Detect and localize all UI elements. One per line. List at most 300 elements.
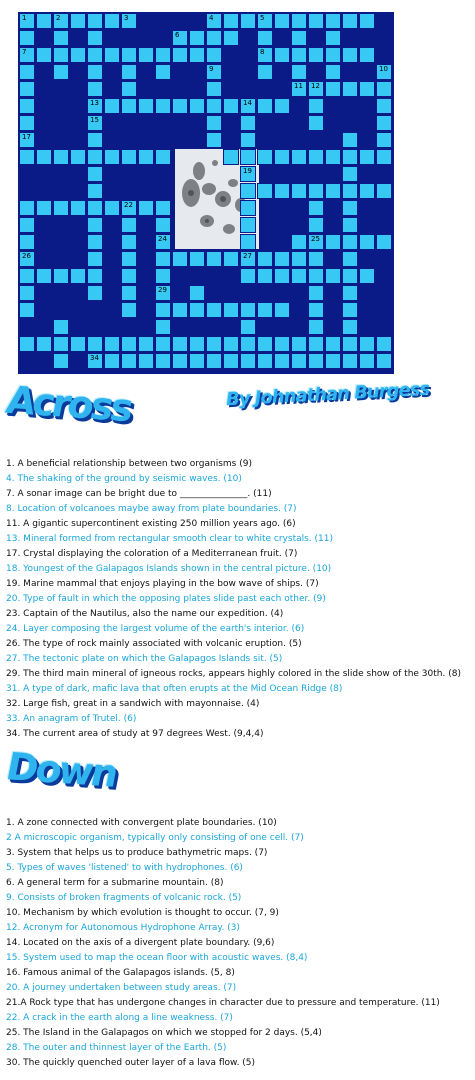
grid-cell[interactable] bbox=[376, 132, 392, 148]
grid-cell[interactable] bbox=[138, 336, 154, 352]
grid-cell[interactable] bbox=[19, 81, 35, 97]
grid-cell[interactable] bbox=[19, 302, 35, 318]
grid-cell[interactable] bbox=[87, 285, 103, 301]
grid-cell[interactable] bbox=[376, 64, 392, 80]
grid-cell[interactable] bbox=[19, 64, 35, 80]
grid-cell[interactable] bbox=[257, 336, 273, 352]
down-clue: 12. Acronym for Autonomous Hydrophone Array. (3) bbox=[6, 923, 240, 933]
grid-cell[interactable] bbox=[240, 268, 256, 284]
grid-cell[interactable] bbox=[274, 98, 290, 114]
grid-cell[interactable] bbox=[308, 183, 324, 199]
grid-cell[interactable] bbox=[223, 251, 239, 267]
grid-cell[interactable] bbox=[155, 319, 171, 335]
down-heading: Down bbox=[7, 744, 115, 796]
grid-cell[interactable] bbox=[172, 47, 188, 63]
grid-cell[interactable] bbox=[155, 268, 171, 284]
grid-cell[interactable] bbox=[206, 30, 222, 46]
grid-cell[interactable] bbox=[36, 200, 52, 216]
grid-cell[interactable] bbox=[342, 149, 358, 165]
across-clue: 7. A sonar image can be bright due to _______________. (11) bbox=[6, 489, 272, 499]
grid-cell[interactable] bbox=[36, 13, 52, 29]
grid-cell[interactable] bbox=[274, 47, 290, 63]
grid-cell[interactable] bbox=[342, 183, 358, 199]
grid-cell[interactable] bbox=[342, 132, 358, 148]
grid-cell[interactable] bbox=[104, 353, 120, 369]
grid-cell[interactable] bbox=[223, 30, 239, 46]
grid-cell[interactable] bbox=[104, 98, 120, 114]
grid-cell[interactable] bbox=[325, 183, 341, 199]
grid-cell[interactable] bbox=[308, 268, 324, 284]
grid-cell[interactable] bbox=[257, 47, 273, 63]
grid-cell[interactable] bbox=[121, 353, 137, 369]
grid-cell[interactable] bbox=[121, 98, 137, 114]
grid-cell[interactable] bbox=[155, 234, 171, 250]
grid-cell[interactable] bbox=[257, 251, 273, 267]
grid-cell[interactable] bbox=[291, 234, 307, 250]
down-clue-list bbox=[6, 816, 440, 1071]
grid-cell[interactable] bbox=[376, 183, 392, 199]
down-clue: 16. Famous animal of the Galapagos islands. (5, 8) bbox=[6, 968, 235, 978]
across-clue: 8. Location of volcanoes maybe away from plate boundaries. (7) bbox=[6, 504, 297, 514]
grid-cell[interactable] bbox=[87, 81, 103, 97]
grid-cell[interactable] bbox=[359, 353, 375, 369]
grid-cell[interactable] bbox=[19, 251, 35, 267]
across-clue: 4. The shaking of the ground by seismic waves. (10) bbox=[6, 474, 242, 484]
grid-cell[interactable] bbox=[53, 336, 69, 352]
grid-cell[interactable] bbox=[70, 336, 86, 352]
grid-cell[interactable] bbox=[274, 353, 290, 369]
grid-cell[interactable] bbox=[70, 200, 86, 216]
grid-cell[interactable] bbox=[308, 302, 324, 318]
grid-cell[interactable] bbox=[206, 64, 222, 80]
grid-cell[interactable] bbox=[189, 353, 205, 369]
grid-cell[interactable] bbox=[189, 47, 205, 63]
grid-cell[interactable] bbox=[19, 13, 35, 29]
grid-cell[interactable] bbox=[36, 336, 52, 352]
grid-cell[interactable] bbox=[36, 47, 52, 63]
grid-cell[interactable] bbox=[240, 98, 256, 114]
grid-cell[interactable] bbox=[325, 149, 341, 165]
grid-cell[interactable] bbox=[189, 285, 205, 301]
across-clue-list bbox=[6, 457, 461, 742]
grid-cell[interactable] bbox=[121, 268, 137, 284]
grid-cell[interactable] bbox=[53, 30, 69, 46]
grid-cell[interactable] bbox=[342, 319, 358, 335]
grid-cell[interactable] bbox=[87, 115, 103, 131]
grid-cell[interactable] bbox=[121, 217, 137, 233]
grid-cell[interactable] bbox=[121, 234, 137, 250]
down-clue: 10. Mechanism by which evolution is thought to occur. (7, 9) bbox=[6, 908, 279, 918]
grid-cell[interactable] bbox=[138, 98, 154, 114]
clue-number: 27 bbox=[243, 252, 252, 260]
grid-cell[interactable] bbox=[376, 115, 392, 131]
grid-cell[interactable] bbox=[87, 64, 103, 80]
clue-number: 15 bbox=[90, 116, 99, 124]
grid-cell[interactable] bbox=[342, 200, 358, 216]
across-clue: 33. An anagram of Trutel. (6) bbox=[6, 714, 137, 724]
grid-cell[interactable] bbox=[19, 132, 35, 148]
grid-cell[interactable] bbox=[206, 47, 222, 63]
grid-cell[interactable] bbox=[87, 98, 103, 114]
grid-cell[interactable] bbox=[342, 302, 358, 318]
grid-cell[interactable] bbox=[223, 302, 239, 318]
grid-cell[interactable] bbox=[376, 353, 392, 369]
grid-cell[interactable] bbox=[172, 98, 188, 114]
grid-cell[interactable] bbox=[223, 98, 239, 114]
grid-cell[interactable] bbox=[274, 268, 290, 284]
grid-cell[interactable] bbox=[325, 81, 341, 97]
clue-number: 10 bbox=[379, 65, 388, 73]
grid-cell[interactable] bbox=[240, 234, 256, 250]
grid-cell[interactable] bbox=[342, 336, 358, 352]
grid-cell[interactable] bbox=[206, 336, 222, 352]
grid-cell[interactable] bbox=[206, 13, 222, 29]
grid-cell[interactable] bbox=[138, 353, 154, 369]
grid-cell[interactable] bbox=[87, 353, 103, 369]
grid-cell[interactable] bbox=[172, 353, 188, 369]
grid-cell[interactable] bbox=[308, 336, 324, 352]
grid-cell[interactable] bbox=[342, 268, 358, 284]
grid-cell[interactable] bbox=[376, 149, 392, 165]
grid-cell[interactable] bbox=[325, 336, 341, 352]
across-clue: 32. Large fish, great in a sandwich with mayonnaise. (4) bbox=[6, 699, 260, 709]
grid-cell[interactable] bbox=[121, 64, 137, 80]
grid-cell[interactable] bbox=[87, 30, 103, 46]
grid-cell[interactable] bbox=[291, 353, 307, 369]
grid-cell[interactable] bbox=[291, 81, 307, 97]
grid-cell[interactable] bbox=[325, 234, 341, 250]
grid-cell[interactable] bbox=[342, 13, 358, 29]
grid-cell[interactable] bbox=[206, 81, 222, 97]
grid-cell[interactable] bbox=[121, 13, 137, 29]
grid-cell[interactable] bbox=[172, 336, 188, 352]
grid-cell[interactable] bbox=[206, 302, 222, 318]
grid-cell[interactable] bbox=[19, 234, 35, 250]
down-clue: 2 A microscopic organism, typically only consisting of one cell. (7) bbox=[6, 833, 304, 843]
grid-cell[interactable] bbox=[36, 149, 52, 165]
grid-cell[interactable] bbox=[342, 234, 358, 250]
clue-number: 29 bbox=[158, 286, 167, 294]
grid-cell[interactable] bbox=[189, 251, 205, 267]
grid-cell[interactable] bbox=[359, 268, 375, 284]
grid-cell[interactable] bbox=[223, 353, 239, 369]
down-clue: 9. Consists of broken fragments of volcanic rock. (5) bbox=[6, 893, 242, 903]
grid-cell[interactable] bbox=[274, 149, 290, 165]
grid-cell[interactable] bbox=[155, 251, 171, 267]
grid-cell[interactable] bbox=[342, 353, 358, 369]
down-clue: 21.A Rock type that has undergone changes in character due to pressure and temperature. (11) bbox=[6, 998, 440, 1008]
grid-cell[interactable] bbox=[274, 13, 290, 29]
clue-number: 12 bbox=[311, 82, 320, 90]
grid-cell[interactable] bbox=[121, 47, 137, 63]
grid-cell[interactable] bbox=[291, 13, 307, 29]
grid-cell[interactable] bbox=[87, 166, 103, 182]
grid-cell[interactable] bbox=[308, 251, 324, 267]
grid-cell[interactable] bbox=[19, 217, 35, 233]
grid-cell[interactable] bbox=[172, 251, 188, 267]
grid-cell[interactable] bbox=[342, 166, 358, 182]
grid-cell[interactable] bbox=[121, 302, 137, 318]
grid-cell[interactable] bbox=[104, 47, 120, 63]
grid-cell[interactable] bbox=[206, 251, 222, 267]
grid-cell[interactable] bbox=[274, 302, 290, 318]
grid-cell[interactable] bbox=[308, 13, 324, 29]
grid-cell[interactable] bbox=[53, 353, 69, 369]
grid-cell[interactable] bbox=[308, 98, 324, 114]
grid-cell[interactable] bbox=[308, 47, 324, 63]
grid-cell[interactable] bbox=[206, 115, 222, 131]
grid-cell[interactable] bbox=[53, 64, 69, 80]
clue-number: 6 bbox=[175, 31, 180, 39]
grid-cell[interactable] bbox=[308, 319, 324, 335]
grid-cell[interactable] bbox=[325, 30, 341, 46]
grid-cell[interactable] bbox=[257, 13, 273, 29]
grid-cell[interactable] bbox=[291, 336, 307, 352]
grid-cell[interactable] bbox=[19, 149, 35, 165]
grid-cell[interactable] bbox=[172, 302, 188, 318]
grid-cell[interactable] bbox=[19, 268, 35, 284]
grid-cell[interactable] bbox=[138, 149, 154, 165]
grid-cell[interactable] bbox=[87, 336, 103, 352]
grid-cell[interactable] bbox=[257, 98, 273, 114]
grid-cell[interactable] bbox=[53, 200, 69, 216]
grid-cell[interactable] bbox=[359, 13, 375, 29]
clue-number: 17 bbox=[22, 133, 31, 141]
grid-cell[interactable] bbox=[325, 47, 341, 63]
grid-cell[interactable] bbox=[291, 149, 307, 165]
grid-cell[interactable] bbox=[104, 336, 120, 352]
grid-cell[interactable] bbox=[19, 47, 35, 63]
grid-cell[interactable] bbox=[308, 115, 324, 131]
grid-cell[interactable] bbox=[342, 47, 358, 63]
grid-cell[interactable] bbox=[257, 302, 273, 318]
grid-cell[interactable] bbox=[240, 183, 256, 199]
across-clue: 13. Mineral formed from rectangular smooth clear to white crystals. (11) bbox=[6, 534, 333, 544]
grid-cell[interactable] bbox=[36, 268, 52, 284]
grid-cell[interactable] bbox=[19, 30, 35, 46]
grid-cell[interactable] bbox=[19, 115, 35, 131]
grid-cell[interactable] bbox=[155, 285, 171, 301]
grid-cell[interactable] bbox=[240, 13, 256, 29]
grid-cell[interactable] bbox=[87, 234, 103, 250]
grid-cell[interactable] bbox=[308, 81, 324, 97]
grid-cell[interactable] bbox=[87, 251, 103, 267]
grid-cell[interactable] bbox=[121, 81, 137, 97]
grid-cell[interactable] bbox=[19, 98, 35, 114]
grid-cell[interactable] bbox=[308, 217, 324, 233]
grid-cell[interactable] bbox=[376, 81, 392, 97]
grid-cell[interactable] bbox=[274, 251, 290, 267]
across-clue: 1. A beneficial relationship between two organisms (9) bbox=[6, 459, 252, 469]
grid-cell[interactable] bbox=[308, 285, 324, 301]
grid-cell[interactable] bbox=[155, 353, 171, 369]
grid-cell[interactable] bbox=[206, 353, 222, 369]
grid-cell[interactable] bbox=[53, 268, 69, 284]
grid-cell[interactable] bbox=[223, 336, 239, 352]
grid-cell[interactable] bbox=[240, 336, 256, 352]
grid-cell[interactable] bbox=[121, 285, 137, 301]
down-clue: 20. A journey undertaken between study areas. (7) bbox=[6, 983, 237, 993]
grid-cell[interactable] bbox=[342, 81, 358, 97]
grid-cell[interactable] bbox=[325, 64, 341, 80]
grid-cell[interactable] bbox=[70, 13, 86, 29]
grid-cell[interactable] bbox=[155, 149, 171, 165]
grid-cell[interactable] bbox=[240, 217, 256, 233]
grid-cell[interactable] bbox=[19, 200, 35, 216]
grid-cell[interactable] bbox=[87, 217, 103, 233]
grid-cell[interactable] bbox=[223, 149, 239, 165]
grid-cell[interactable] bbox=[70, 149, 86, 165]
grid-cell[interactable] bbox=[291, 30, 307, 46]
grid-cell[interactable] bbox=[87, 47, 103, 63]
grid-cell[interactable] bbox=[240, 200, 256, 216]
grid-cell[interactable] bbox=[359, 81, 375, 97]
grid-cell[interactable] bbox=[376, 234, 392, 250]
grid-cell[interactable] bbox=[240, 132, 256, 148]
grid-cell[interactable] bbox=[308, 353, 324, 369]
down-clue: 22. A crack in the earth along a line weakness. (7) bbox=[6, 1013, 233, 1023]
grid-cell[interactable] bbox=[121, 336, 137, 352]
grid-cell[interactable] bbox=[376, 98, 392, 114]
clue-number: 7 bbox=[22, 48, 27, 56]
grid-cell[interactable] bbox=[359, 183, 375, 199]
grid-cell[interactable] bbox=[257, 353, 273, 369]
grid-cell[interactable] bbox=[155, 217, 171, 233]
clue-number: 14 bbox=[243, 99, 252, 107]
across-clue: 34. The current area of study at 97 degrees West. (9,4,4) bbox=[6, 729, 264, 739]
grid-cell[interactable] bbox=[155, 47, 171, 63]
grid-cell[interactable] bbox=[240, 319, 256, 335]
grid-cell[interactable] bbox=[206, 98, 222, 114]
grid-cell[interactable] bbox=[19, 336, 35, 352]
grid-cell[interactable] bbox=[155, 98, 171, 114]
grid-cell[interactable] bbox=[257, 183, 273, 199]
grid-cell[interactable] bbox=[240, 115, 256, 131]
grid-cell[interactable] bbox=[121, 200, 137, 216]
grid-cell[interactable] bbox=[342, 217, 358, 233]
clue-number: 2 bbox=[56, 14, 61, 22]
grid-cell[interactable] bbox=[359, 234, 375, 250]
down-clue: 25. The Island in the Galapagos on which we stopped for 2 days. (5,4) bbox=[6, 1028, 322, 1038]
across-clue: 17. Crystal displaying the coloration of a Mediterranean fruit. (7) bbox=[6, 549, 298, 559]
grid-cell[interactable] bbox=[308, 200, 324, 216]
across-clue: 18. Youngest of the Galapagos Islands shown in the central picture. (10) bbox=[6, 564, 332, 574]
grid-cell[interactable] bbox=[155, 64, 171, 80]
grid-cell[interactable] bbox=[257, 64, 273, 80]
grid-cell[interactable] bbox=[189, 30, 205, 46]
grid-cell[interactable] bbox=[87, 149, 103, 165]
grid-cell[interactable] bbox=[325, 268, 341, 284]
clue-number: 22 bbox=[124, 201, 133, 209]
grid-cell[interactable] bbox=[70, 268, 86, 284]
grid-cell[interactable] bbox=[87, 183, 103, 199]
grid-cell[interactable] bbox=[138, 200, 154, 216]
clue-number: 24 bbox=[158, 235, 167, 243]
clue-number: 25 bbox=[311, 235, 320, 243]
grid-cell[interactable] bbox=[19, 285, 35, 301]
grid-cell[interactable] bbox=[104, 149, 120, 165]
grid-cell[interactable] bbox=[189, 302, 205, 318]
grid-cell[interactable] bbox=[274, 336, 290, 352]
grid-cell[interactable] bbox=[155, 336, 171, 352]
grid-cell[interactable] bbox=[291, 47, 307, 63]
grid-cell[interactable] bbox=[359, 47, 375, 63]
grid-cell[interactable] bbox=[87, 132, 103, 148]
grid-cell[interactable] bbox=[342, 251, 358, 267]
grid-cell[interactable] bbox=[325, 353, 341, 369]
grid-cell[interactable] bbox=[257, 268, 273, 284]
grid-cell[interactable] bbox=[104, 200, 120, 216]
grid-cell[interactable] bbox=[291, 268, 307, 284]
down-clue: 1. A zone connected with convergent plate boundaries. (10) bbox=[6, 818, 277, 828]
grid-cell[interactable] bbox=[257, 149, 273, 165]
grid-cell[interactable] bbox=[308, 149, 324, 165]
grid-cell[interactable] bbox=[240, 166, 256, 182]
grid-cell[interactable] bbox=[240, 149, 256, 165]
grid-cell[interactable] bbox=[87, 200, 103, 216]
across-clue: 26. The type of rock mainly associated with volcanic eruption. (5) bbox=[6, 639, 302, 649]
grid-cell[interactable] bbox=[172, 30, 188, 46]
grid-cell[interactable] bbox=[138, 47, 154, 63]
grid-cell[interactable] bbox=[189, 98, 205, 114]
grid-cell[interactable] bbox=[53, 13, 69, 29]
grid-cell[interactable] bbox=[189, 336, 205, 352]
across-clue: 31. A type of dark, mafic lava that often erupts at the Mid Ocean Ridge (8) bbox=[6, 684, 343, 694]
across-clue: 20. Type of fault in which the opposing plates slide past each other. (9) bbox=[6, 594, 326, 604]
clue-number: 9 bbox=[209, 65, 214, 73]
clue-number: 26 bbox=[22, 252, 31, 260]
down-clue: 14. Located on the axis of a divergent plate boundary. (9,6) bbox=[6, 938, 275, 948]
grid-cell[interactable] bbox=[240, 251, 256, 267]
grid-cell[interactable] bbox=[53, 319, 69, 335]
grid-cell[interactable] bbox=[121, 149, 137, 165]
grid-cell[interactable] bbox=[359, 336, 375, 352]
grid-cell[interactable] bbox=[325, 13, 341, 29]
grid-cell[interactable] bbox=[121, 251, 137, 267]
grid-cell[interactable] bbox=[87, 13, 103, 29]
grid-cell[interactable] bbox=[53, 47, 69, 63]
grid-cell[interactable] bbox=[257, 30, 273, 46]
grid-cell[interactable] bbox=[87, 268, 103, 284]
across-clue: 23. Captain of the Nautilus, also the name our expedition. (4) bbox=[6, 609, 284, 619]
clue-number: 5 bbox=[260, 14, 265, 22]
grid-cell[interactable] bbox=[53, 149, 69, 165]
across-clue: 11. A gigantic supercontinent existing 250 million years ago. (6) bbox=[6, 519, 296, 529]
grid-cell[interactable] bbox=[223, 13, 239, 29]
grid-cell[interactable] bbox=[240, 302, 256, 318]
across-heading: Across bbox=[7, 377, 130, 431]
grid-cell[interactable] bbox=[291, 251, 307, 267]
grid-cell[interactable] bbox=[155, 200, 171, 216]
grid-cell[interactable] bbox=[291, 183, 307, 199]
grid-cell[interactable] bbox=[155, 302, 171, 318]
clue-number: 3 bbox=[124, 14, 129, 22]
grid-cell[interactable] bbox=[206, 132, 222, 148]
grid-cell[interactable] bbox=[274, 183, 290, 199]
grid-cell[interactable] bbox=[291, 64, 307, 80]
grid-cell[interactable] bbox=[240, 353, 256, 369]
grid-cell[interactable] bbox=[104, 13, 120, 29]
down-clue: 3. System that helps us to produce bathymetric maps. (7) bbox=[6, 848, 268, 858]
crossword-grid bbox=[18, 12, 394, 374]
grid-cell[interactable] bbox=[70, 47, 86, 63]
grid-cell[interactable] bbox=[342, 285, 358, 301]
grid-cell[interactable] bbox=[308, 234, 324, 250]
across-clue: 27. The tectonic plate on which the Galapagos Islands sit. (5) bbox=[6, 654, 283, 664]
grid-cell[interactable] bbox=[359, 149, 375, 165]
grid-cell[interactable] bbox=[376, 336, 392, 352]
clue-number: 8 bbox=[260, 48, 265, 56]
